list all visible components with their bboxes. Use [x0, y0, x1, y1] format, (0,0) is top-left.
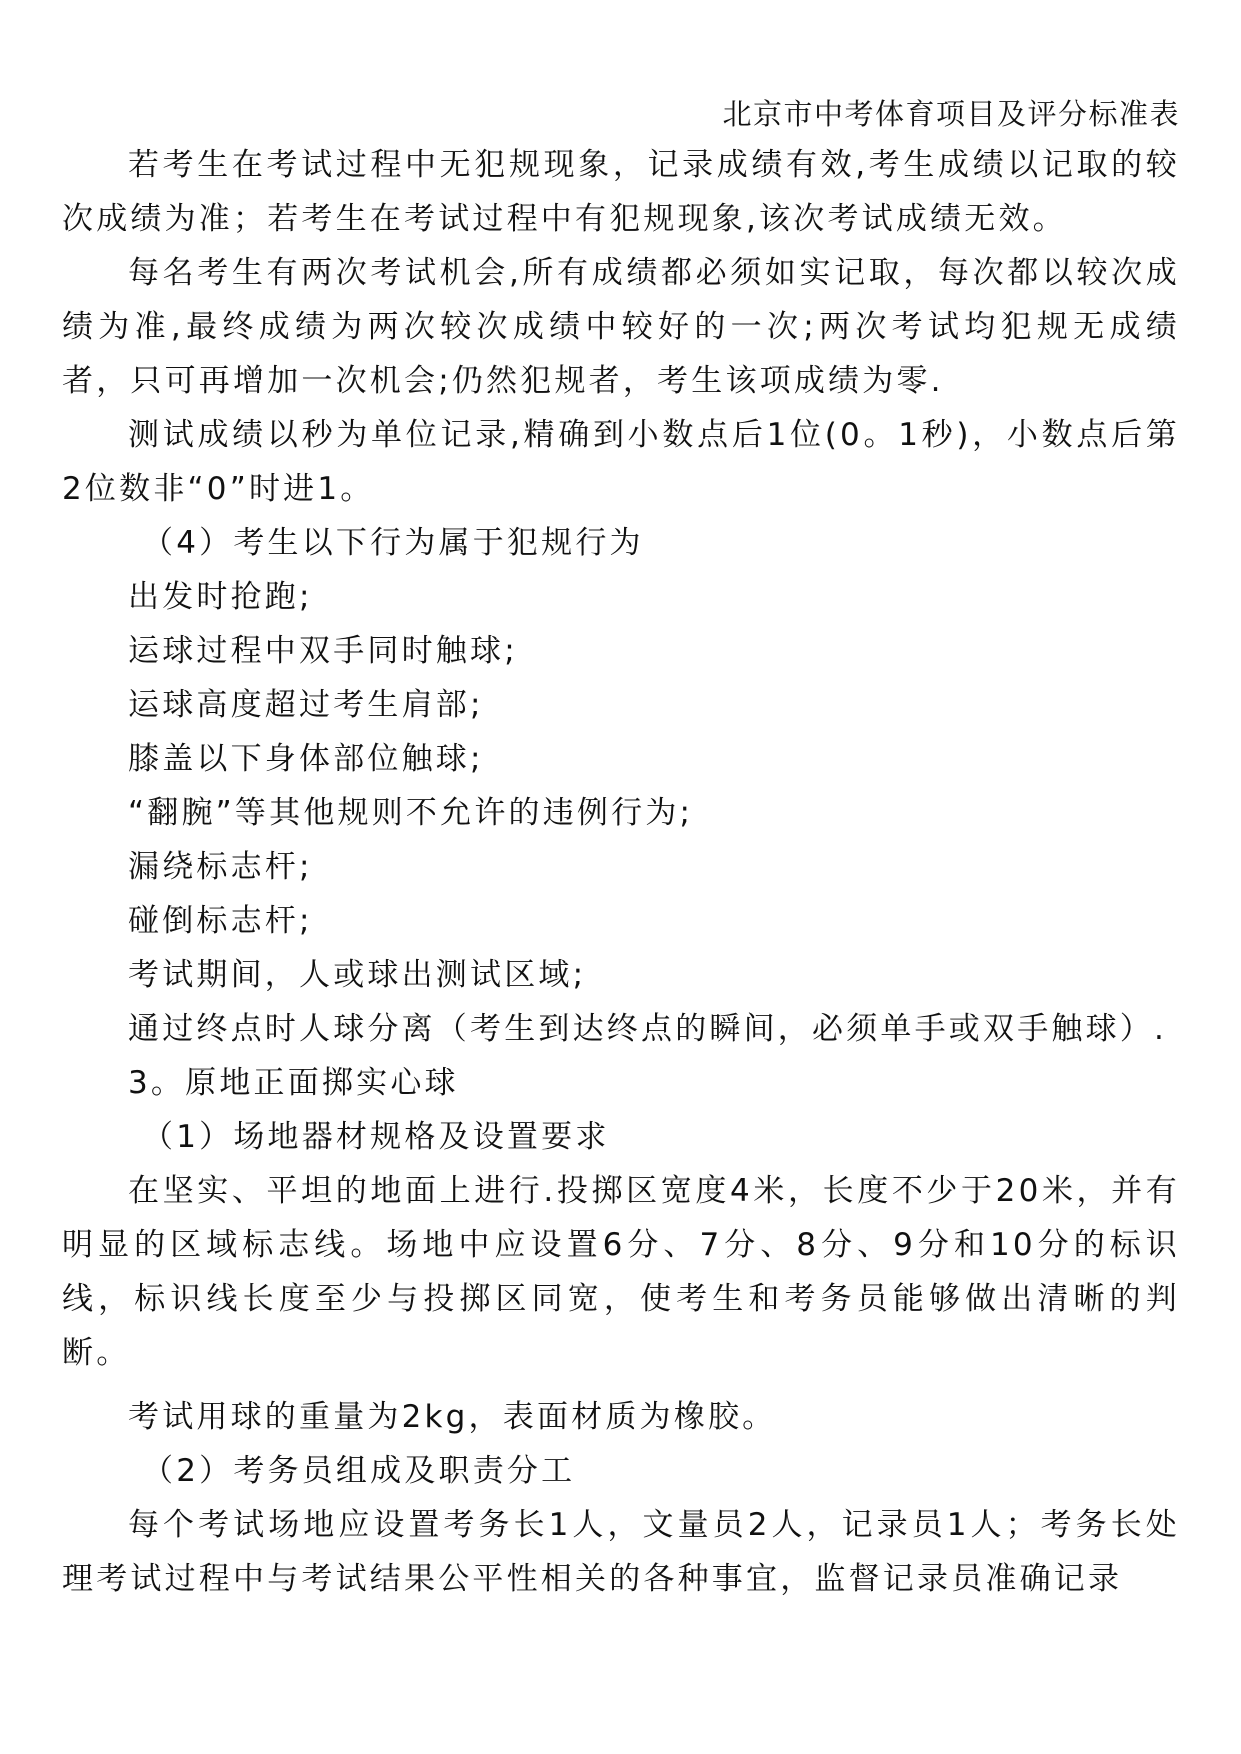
section-heading-medicine-ball: 3。原地正面掷实心球: [128, 1065, 459, 1101]
section-heading-fouls: （4）考生以下行为属于犯规行为: [142, 525, 644, 561]
paragraph-timing: 测试成绩以秒为单位记录,精确到小数点后1位(0。1秒)，小数点后第2位数非“0”时进1。: [62, 417, 1180, 507]
paragraph-valid-results: 若考生在考试过程中无犯规现象，记录成绩有效,考生成绩以记取的较次成绩为准；若考生在考试过程中有犯规现象,该次考试成绩无效。: [62, 147, 1180, 237]
foul-item: 膝盖以下身体部位触球;: [128, 741, 484, 777]
foul-item: 出发时抢跑;: [128, 579, 313, 615]
subsection-heading-venue: （1）场地器材规格及设置要求: [142, 1119, 610, 1155]
foul-item: 运球过程中双手同时触球;: [128, 633, 518, 669]
paragraph-ball-weight: 考试用球的重量为2kg，表面材质为橡胶。: [128, 1399, 777, 1435]
subsection-heading-staff: （2）考务员组成及职责分工: [142, 1453, 576, 1489]
paragraph-venue: 在坚实、平坦的地面上进行.投掷区宽度4米，长度不少于20米，并有明显的区域标志线。场地中应设置6分、7分、8分、9分和10分的标识线，标识线长度至少与投掷区同宽，使考生和考务员能够做出清晰的判断。: [62, 1173, 1180, 1371]
foul-item: 漏绕标志杆;: [128, 849, 313, 885]
foul-item: 考试期间，人或球出测试区域;: [128, 957, 587, 993]
foul-item: 通过终点时人球分离（考生到达终点的瞬间，必须单手或双手触球）.: [128, 1011, 1168, 1047]
foul-item: 碰倒标志杆;: [128, 903, 313, 939]
paragraph-staff: 每个考试场地应设置考务长1人，文量员2人，记录员1人；考务长处理考试过程中与考试结果公平性相关的各种事宜，监督记录员准确记录: [62, 1507, 1180, 1597]
foul-item: 运球高度超过考生肩部;: [128, 687, 484, 723]
document-body: [62, 138, 1180, 1606]
foul-item: “翻腕”等其他规则不允许的违例行为;: [128, 795, 694, 831]
paragraph-attempts: 每名考生有两次考试机会,所有成绩都必须如实记取，每次都以较次成绩为准,最终成绩为两次较次成绩中较好的一次;两次考试均犯规无成绩者，只可再增加一次机会;仍然犯规者，考生该项成绩为零.: [62, 255, 1180, 399]
page-header-title: 北京市中考体育项目及评分标准表: [722, 97, 1180, 131]
